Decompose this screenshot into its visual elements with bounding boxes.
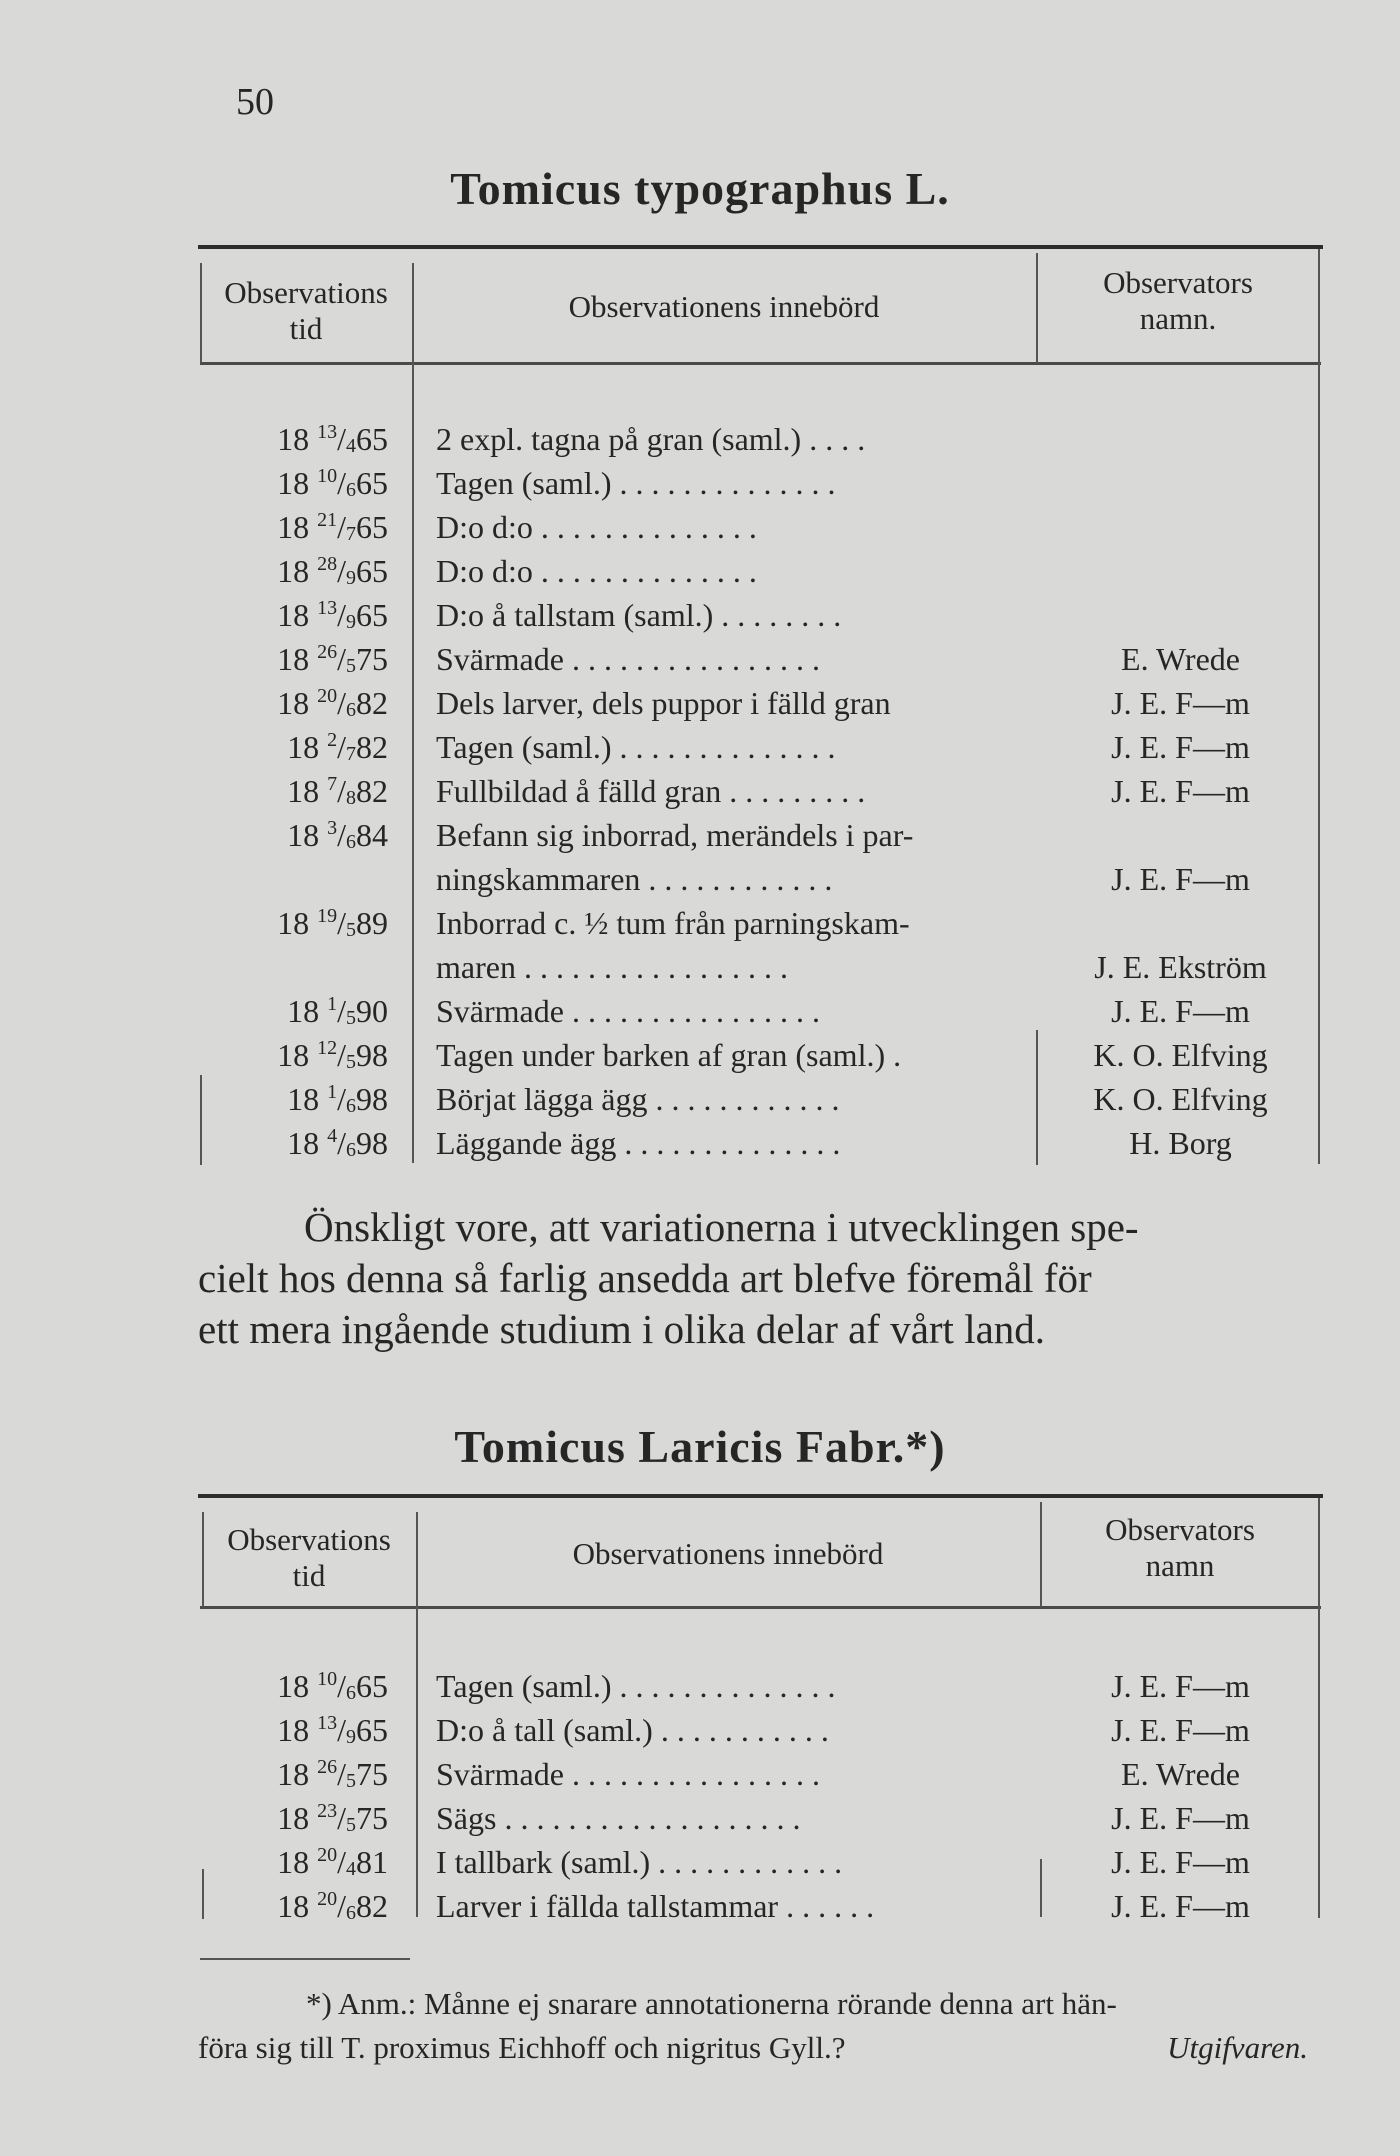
- table-row: [198, 597, 1323, 641]
- observation-description: Tagen (saml.) . . . . . . . . . . . . . .: [436, 465, 836, 501]
- observer-name: J. E. F—m: [1111, 993, 1250, 1029]
- observer-name: H. Borg: [1129, 1125, 1232, 1161]
- observation-table-laricis: [198, 1494, 1323, 1924]
- observation-date: 18 $^1/_698$: [287, 1081, 388, 1117]
- observation-date: 18 $^{12}/_598$: [277, 1037, 388, 1073]
- observation-description: I tallbark (saml.) . . . . . . . . . . . .: [436, 1844, 843, 1880]
- observer-name: E. Wrede: [1121, 1756, 1240, 1792]
- observation-date: 18 $^{21}/_765$: [277, 509, 388, 545]
- footnote-line-2: föra sig till T. proximus Eichhoff och nigritus Gyll.? Utgifvaren.: [198, 2026, 1328, 2070]
- observation-description: Dels larver, dels puppor i fälld gran: [436, 685, 891, 721]
- observer-name: J. E. F—m: [1111, 1844, 1250, 1880]
- table-row: [198, 1125, 1323, 1169]
- table-row: [198, 685, 1323, 729]
- observation-date: 18 $^{26}/_575$: [277, 1756, 388, 1792]
- body-paragraph: Önskligt vore, att variationerna i utvecklingen spe- cielt hos denna så farlig ansedda art blefve föremål för ett mera ingående studium i olika delar af vårt land.: [198, 1204, 1139, 1352]
- table-row: [198, 421, 1323, 465]
- table-row: [198, 861, 1323, 905]
- observer-name: J. E. F—m: [1111, 773, 1250, 809]
- observation-description: Läggande ägg . . . . . . . . . . . . . .: [436, 1125, 841, 1161]
- observation-description: Svärmade . . . . . . . . . . . . . . . .: [436, 1756, 820, 1792]
- footnote-editor: Utgifvaren.: [1167, 2030, 1308, 2065]
- observation-date: 18 $^{19}/_589$: [277, 905, 388, 941]
- observation-description: D:o d:o . . . . . . . . . . . . . .: [436, 553, 757, 589]
- table-top-rule: [198, 1494, 1323, 1498]
- table-row: [198, 465, 1323, 509]
- table-header-rule: [200, 1606, 1321, 1609]
- observer-name: J. E. F—m: [1111, 729, 1250, 765]
- observation-date: 18 $^{13}/_465$: [277, 421, 388, 457]
- section-title-typographus: Tomicus typographus L.: [450, 163, 950, 214]
- header-time: Observations tid: [227, 1522, 391, 1593]
- footnote-line-1: *) Anm.: Månne ej snarare annotationerna rörande denna art hän-: [306, 1986, 1117, 2021]
- observation-description: Larver i fällda tallstammar . . . . . .: [436, 1888, 875, 1924]
- header-content: Observationens innebörd: [568, 289, 880, 324]
- table-row: [198, 1081, 1323, 1125]
- observer-name: K. O. Elfving: [1093, 1037, 1268, 1073]
- observation-description: Fullbildad å fälld gran . . . . . . . . .: [436, 773, 866, 809]
- header-observer: Observators namn: [1105, 1512, 1255, 1583]
- observation-date: 18 $^{13}/_965$: [277, 597, 388, 633]
- header-content: Observationens innebörd: [572, 1536, 884, 1571]
- observation-date: 18 $^{10}/_665$: [277, 1668, 388, 1704]
- footnote: [198, 1982, 1328, 2070]
- observation-description: D:o å tallstam (saml.) . . . . . . . .: [436, 597, 842, 633]
- observation-date: 18 $^7/_882$: [287, 773, 388, 809]
- observation-date: 18 $^{20}/_682$: [277, 685, 388, 721]
- observation-date: 18 $^4/_698$: [287, 1125, 388, 1161]
- table-row: [198, 1756, 1323, 1800]
- observation-date: 18 $^{23}/_575$: [277, 1800, 388, 1836]
- table-row: [198, 1888, 1323, 1932]
- header-time: Observations tid: [224, 275, 388, 346]
- table-row: [198, 641, 1323, 685]
- observation-description: Tagen (saml.) . . . . . . . . . . . . . .: [436, 1668, 836, 1704]
- table-row: [198, 509, 1323, 553]
- observation-description: Tagen under barken af gran (saml.) .: [436, 1037, 902, 1073]
- observation-description: D:o d:o . . . . . . . . . . . . . .: [436, 509, 757, 545]
- observation-description: Börjat lägga ägg . . . . . . . . . . . .: [436, 1081, 840, 1117]
- observation-description: Befann sig inborrad, merändels i par-: [436, 817, 914, 853]
- table-row: [198, 1800, 1323, 1844]
- section-title-laricis: Tomicus Laricis Fabr.*): [454, 1421, 946, 1472]
- observer-name: J. E. F—m: [1111, 1800, 1250, 1836]
- observation-description: 2 expl. tagna på gran (saml.) . . . .: [436, 421, 866, 457]
- table-row: [198, 1844, 1323, 1888]
- table-row: [198, 1712, 1323, 1756]
- observation-date: 18 $^{20}/_682$: [277, 1888, 388, 1924]
- observer-name: J. E. F—m: [1111, 861, 1250, 897]
- table-row: [198, 729, 1323, 773]
- observer-name: E. Wrede: [1121, 641, 1240, 677]
- observation-description: Inborrad c. ½ tum från parningskam-: [436, 905, 910, 941]
- header-observer: Observators namn.: [1103, 265, 1253, 336]
- table-header-rule: [200, 362, 1321, 365]
- observation-date: 18 $^{20}/_481$: [277, 1844, 388, 1880]
- observation-description: Tagen (saml.) . . . . . . . . . . . . . .: [436, 729, 836, 765]
- observation-date: 18 $^2/_782$: [287, 729, 388, 765]
- table-row: [198, 993, 1323, 1037]
- footnote-rule: [200, 1958, 410, 1960]
- observer-name: J. E. F—m: [1111, 1888, 1250, 1924]
- table-row: [198, 553, 1323, 597]
- table-top-rule: [198, 245, 1323, 249]
- observation-description: maren . . . . . . . . . . . . . . . . .: [436, 949, 788, 985]
- observation-date: 18 $^3/_684$: [287, 817, 388, 853]
- observer-name: J. E. F—m: [1111, 1668, 1250, 1704]
- observer-name: J. E. F—m: [1111, 685, 1250, 721]
- observation-description: ningskammaren . . . . . . . . . . . .: [436, 861, 833, 897]
- table-row: [198, 773, 1323, 817]
- observation-date: 18 $^1/_590$: [287, 993, 388, 1029]
- observation-date: 18 $^{26}/_575$: [277, 641, 388, 677]
- table-row: [198, 949, 1323, 993]
- table-row: [198, 1668, 1323, 1712]
- page-number: 50: [236, 81, 274, 123]
- observation-table-typographus: [198, 245, 1323, 1165]
- observer-name: J. E. F—m: [1111, 1712, 1250, 1748]
- observation-description: Sägs . . . . . . . . . . . . . . . . . . .: [436, 1800, 801, 1836]
- table-row: [198, 905, 1323, 949]
- observation-description: D:o å tall (saml.) . . . . . . . . . . .: [436, 1712, 829, 1748]
- observation-description: Svärmade . . . . . . . . . . . . . . . .: [436, 641, 820, 677]
- observation-date: 18 $^{13}/_965$: [277, 1712, 388, 1748]
- observation-date: 18 $^{10}/_665$: [277, 465, 388, 501]
- observer-name: K. O. Elfving: [1093, 1081, 1268, 1117]
- table-row: [198, 1037, 1323, 1081]
- observation-date: 18 $^{28}/_965$: [277, 553, 388, 589]
- observer-name: J. E. Ekström: [1094, 949, 1267, 985]
- observation-description: Svärmade . . . . . . . . . . . . . . . .: [436, 993, 820, 1029]
- table-row: [198, 817, 1323, 861]
